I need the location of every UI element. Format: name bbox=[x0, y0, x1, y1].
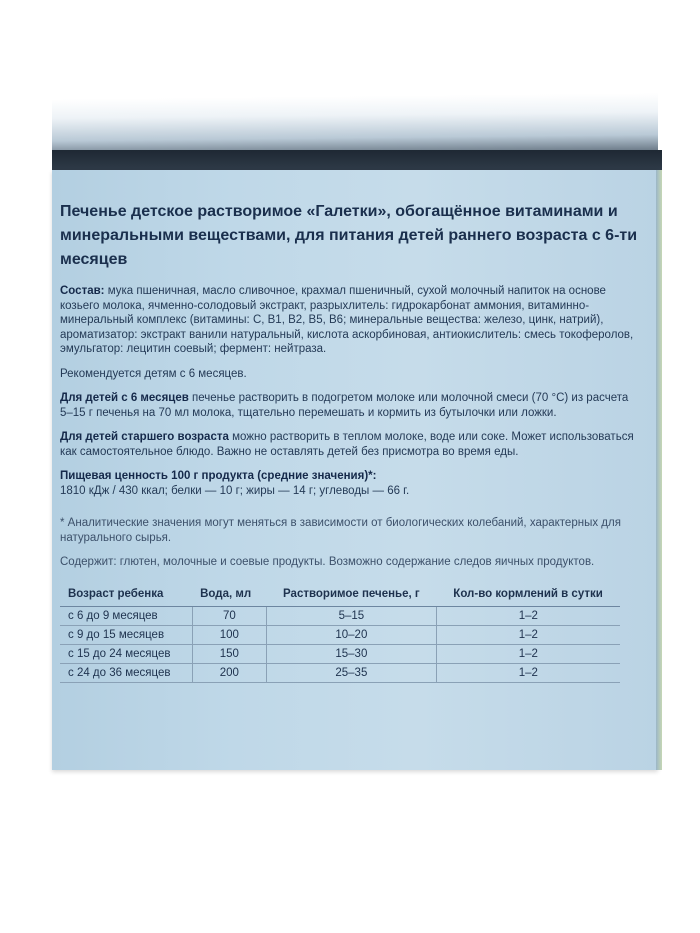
table-header-water: Вода, мл bbox=[192, 584, 266, 607]
six-months-text: печенье растворить в подогретом молоке или молочной смеси (70 °С) из расчета 5–15 г печенья на 70 мл молока, тщательно перемешать и кормить из бутылочки или ложки. bbox=[60, 392, 629, 419]
nutrition-paragraph bbox=[60, 469, 640, 498]
nutrition-text: 1810 кДж / 430 ккал; белки — 10 г; жиры — 14 г; углеводы — 66 г. bbox=[60, 484, 410, 497]
product-title: Печенье детское растворимое «Галетки», обогащённое витаминами и минеральными веществами, для питания детей раннего возраста с 6-ти месяцев bbox=[60, 203, 638, 268]
composition-text: мука пшеничная, масло сливочное, крахмал пшеничный, сухой молочный напиток на основе козьего молока, ячменно-солодовый экстракт, разрыхлитель: гидрокарбонат аммония, витаминно-минеральный комплекс (витамины: С, В1, В2, В5, В6; минеральные вещества: железо, цинк, натрий), ароматизатор: экстракт ванили натуральный, кислота аскорбиновая, антиокислитель: смесь токоферолов, эмульгатор: лецитин соевый; фермент: нейтраза. bbox=[60, 285, 634, 355]
table-cell-cookie: 10–20 bbox=[267, 625, 437, 644]
label-content bbox=[60, 200, 640, 683]
table-cell-cookie: 15–30 bbox=[267, 644, 437, 663]
table-row bbox=[60, 625, 620, 644]
table-cell-feedings: 1–2 bbox=[436, 644, 620, 663]
table-header-feedings: Кол-во кормлений в сутки bbox=[436, 584, 620, 607]
table-cell-feedings: 1–2 bbox=[436, 625, 620, 644]
table-row bbox=[60, 644, 620, 663]
table-cell-age: с 24 до 36 месяцев bbox=[60, 663, 192, 682]
composition-paragraph bbox=[60, 284, 640, 357]
footnote-text: * Аналитические значения могут меняться в зависимости от биологических колебаний, характерных для натурального сырья. bbox=[60, 517, 621, 544]
table-cell-cookie: 25–35 bbox=[267, 663, 437, 682]
table-cell-age: с 6 до 9 месяцев bbox=[60, 606, 192, 625]
contains-text: Содержит: глютен, молочные и соевые продукты. Возможно содержание следов яичных продуктов. bbox=[60, 556, 595, 568]
table-header-cookie: Растворимое печенье, г bbox=[267, 584, 437, 607]
table-cell-feedings: 1–2 bbox=[436, 663, 620, 682]
six-months-label: Для детей с 6 месяцев bbox=[60, 392, 189, 404]
table-cell-water: 150 bbox=[192, 644, 266, 663]
table-cell-cookie: 5–15 bbox=[267, 606, 437, 625]
table-cell-water: 200 bbox=[192, 663, 266, 682]
table-row bbox=[60, 663, 620, 682]
older-text: можно растворить в теплом молоке, воде или соке. Может использоваться как самостоятельное блюдо. Важно не оставлять детей без присмотра во время еды. bbox=[60, 431, 634, 458]
table-cell-age: с 15 до 24 месяцев bbox=[60, 644, 192, 663]
table-row bbox=[60, 606, 620, 625]
table-cell-water: 70 bbox=[192, 606, 266, 625]
composition-label: Состав: bbox=[60, 285, 105, 297]
table-cell-water: 100 bbox=[192, 625, 266, 644]
package-side-edge bbox=[656, 170, 662, 770]
nutrition-label: Пищевая ценность 100 г продукта (средние значения)*: bbox=[60, 470, 377, 482]
feeding-table bbox=[60, 584, 620, 683]
table-header-row bbox=[60, 584, 620, 607]
recommended-text: Рекомендуется детям с 6 месяцев. bbox=[60, 367, 247, 380]
six-months-paragraph bbox=[60, 391, 640, 420]
table-cell-age: с 9 до 15 месяцев bbox=[60, 625, 192, 644]
older-paragraph bbox=[60, 430, 640, 459]
older-label: Для детей старшего возраста bbox=[60, 431, 229, 443]
table-header-age: Возраст ребенка bbox=[60, 584, 192, 607]
table-cell-feedings: 1–2 bbox=[436, 606, 620, 625]
